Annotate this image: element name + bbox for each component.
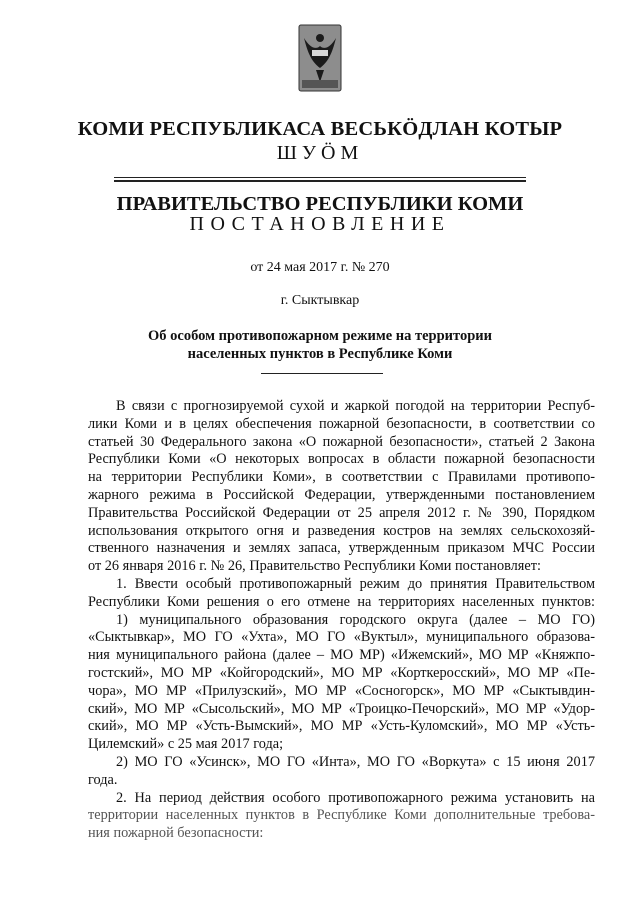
header-divider-thin — [114, 177, 526, 178]
body-line: В связи с прогнозируемой сухой и жаркой погодой на территории Респуб- — [116, 398, 595, 414]
government-title: ПРАВИТЕЛЬСТВО РЕСПУБЛИКИ КОМИ — [116, 193, 524, 215]
body-line: ский», МО МР «Усть-Вымский», МО МР «Усть-Куломский», МО МР «Усть- — [88, 718, 595, 735]
body-line: 2. На период действия особого противопожарного режима установить на — [116, 789, 595, 806]
subject-underline — [261, 373, 383, 374]
body-line: ский», МО МР «Сысольский», МО МР «Троицко-Печорский», МО МР «Удор- — [88, 700, 595, 717]
body-line: ния муниципального района (далее – МО МР) «Ижемский», МО МР «Княжпо- — [88, 647, 595, 664]
subject-line: Об особом противопожарном режиме на территории — [148, 328, 492, 344]
body-line: территории населенных пунктов в Республике Коми дополнительные требова- — [88, 807, 595, 824]
body-line: от 26 января 2016 г. № 26, Правительство Республики Коми постановляет: — [88, 558, 541, 575]
body-line: ния пожарной безопасности: — [88, 825, 264, 842]
document-type: ПОСТАНОВЛЕНИЕ — [189, 213, 451, 235]
document-city: г. Сыктывкар — [280, 293, 360, 308]
body-line: жарного режима в Российской Федерации, утвержденными постановлением — [88, 486, 595, 503]
document-subject — [0, 327, 640, 363]
body-line: года. — [88, 771, 118, 788]
body-line: Цилемский» с 25 мая 2017 года; — [88, 736, 284, 753]
body-line: лики Коми и в целях обеспечения пожарной безопасности, в соответствии со — [88, 415, 595, 432]
body-line: Правительства Российской Федерации от 25 апреля 2012 г. № 390, Порядком — [88, 504, 595, 521]
komi-subtitle: ШУÖМ — [276, 142, 364, 164]
subject-line: населенных пунктов в Республике Коми — [187, 346, 453, 362]
body-line: статьей 30 Федерального закона «О пожарной безопасности», статьей 2 Закона — [88, 433, 595, 450]
komi-title: КОМИ РЕСПУБЛИКАСА ВЕСЬКÖДЛАН КОТЫР — [77, 118, 563, 140]
body-line: на территории Республики Коми», в соответствии с Правилами противопо- — [88, 469, 595, 486]
body-line: использования открытого огня и разведения костров на землях сельскохозяй- — [88, 522, 595, 539]
body-line: 1) муниципального образования городского округа (далее – МО ГО) — [116, 611, 595, 628]
coat-of-arms-emblem — [298, 24, 342, 92]
body-line: чора», МО МР «Прилузский», МО МР «Сосногорск», МО МР «Сыктывдин- — [88, 682, 595, 699]
body-line: 2) МО ГО «Усинск», МО ГО «Инта», МО ГО «Воркута» с 15 июня 2017 — [116, 753, 595, 770]
body-line: «Сыктывкар», МО ГО «Ухта», МО ГО «Вуктыл», муниципального образова- — [88, 629, 595, 646]
body-line: гостский», МО МР «Койгородский», МО МР «Корткеросский», МО МР «Пе- — [88, 664, 595, 681]
header-divider-thick — [114, 180, 526, 182]
body-line: Республики Коми решения о его отмене на территориях населенных пунктов: — [88, 593, 595, 610]
body-line: 1. Ввести особый противопожарный режим до принятия Правительством — [116, 575, 595, 592]
document-body — [88, 398, 595, 843]
body-line: ственного назначения и землях запаса, утвержденным приказом МЧС России — [88, 540, 595, 557]
body-line: Республики Коми «О некоторых вопросах в области пожарной безопасности — [88, 451, 595, 468]
document-date-number: от 24 мая 2017 г. № 270 — [250, 260, 390, 275]
